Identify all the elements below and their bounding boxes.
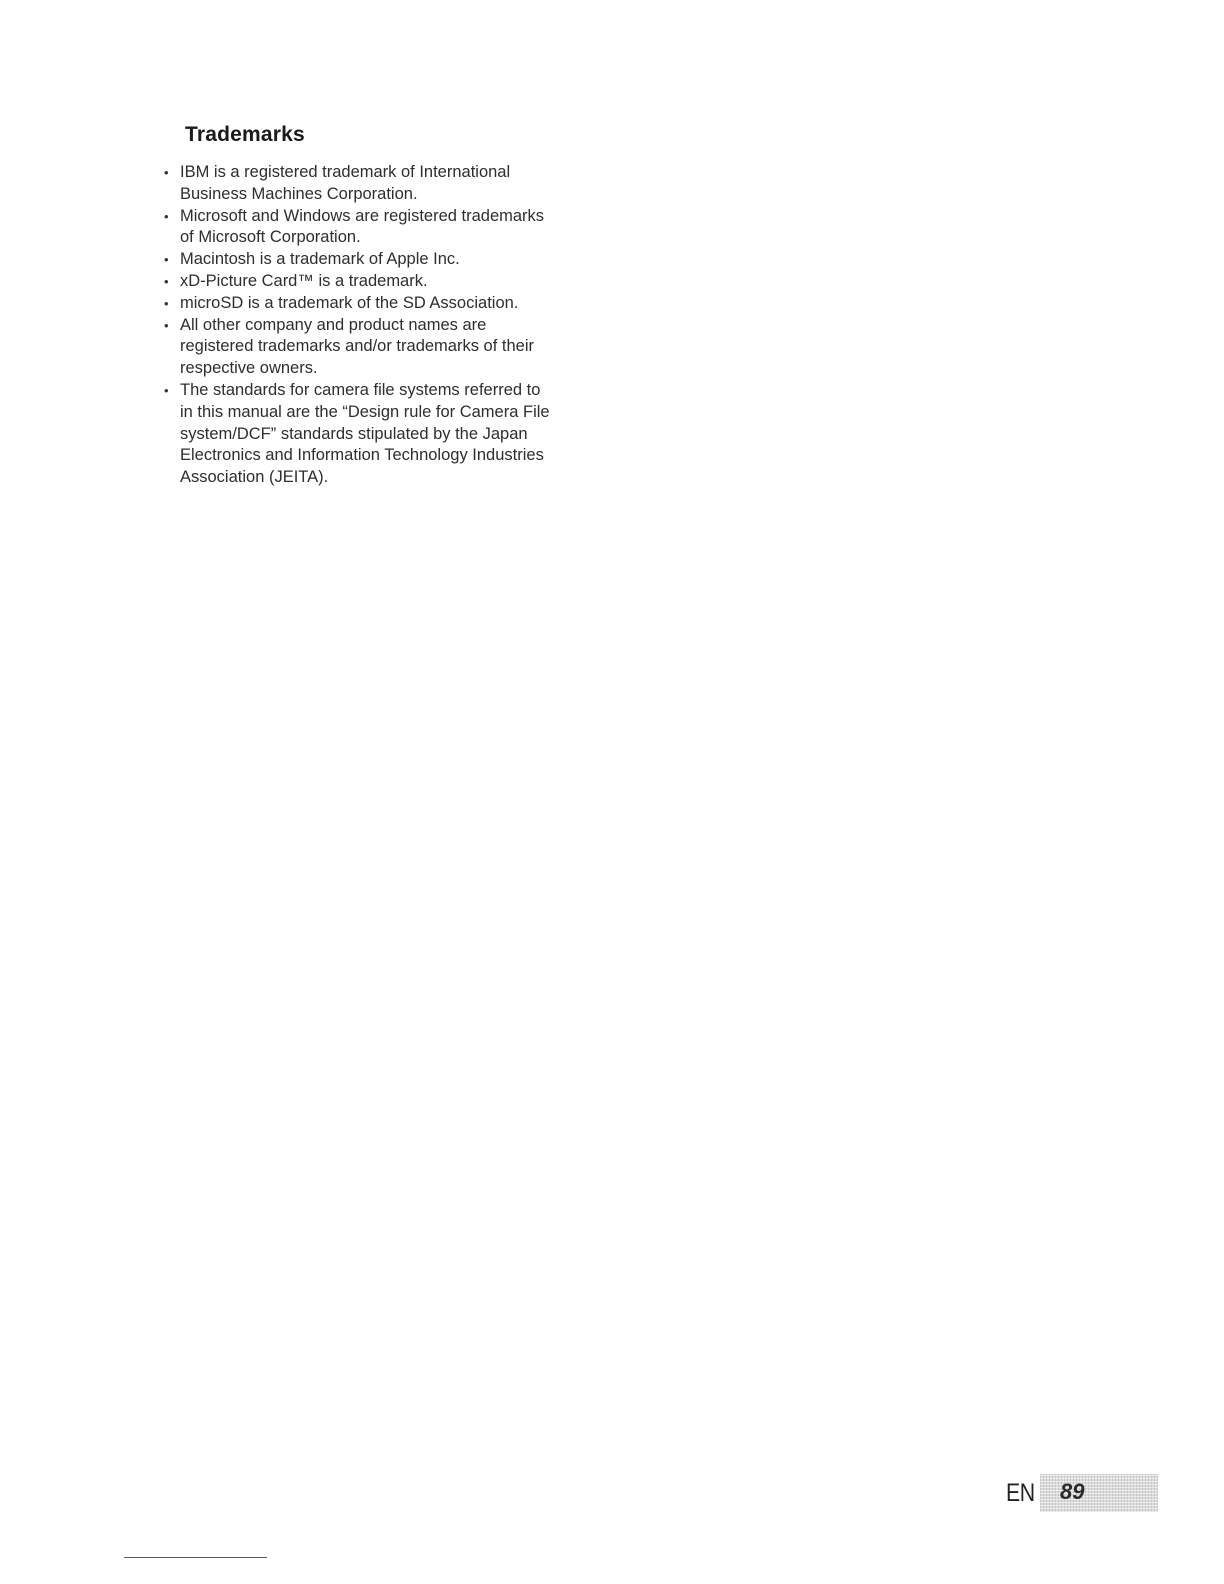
list-item-line: Business Machines Corporation. <box>180 184 418 203</box>
list-item <box>160 162 600 206</box>
bullet-icon: • <box>164 317 169 333</box>
list-item-line: All other company and product names are <box>180 315 487 334</box>
bullet-icon: • <box>164 273 169 289</box>
page-footer <box>1004 1474 1158 1512</box>
bullet-icon: • <box>164 252 169 268</box>
page-number: 89 <box>1060 1479 1085 1504</box>
list-item-line: Microsoft and Windows are registered trademarks <box>180 206 545 225</box>
list-item-line: in this manual are the “Design rule for Camera File <box>180 402 550 421</box>
bullet-icon: • <box>164 382 169 398</box>
list-item-line: IBM is a registered trademark of International <box>180 163 511 181</box>
list-item <box>160 206 600 250</box>
bullet-icon: • <box>164 165 169 180</box>
list-item <box>160 315 600 380</box>
trademarks-section <box>160 118 600 489</box>
list-item-line: of Microsoft Corporation. <box>180 228 361 247</box>
language-code: EN <box>1006 1479 1035 1507</box>
list-item-line: microSD is a trademark of the SD Association. <box>180 293 519 312</box>
trademark-list <box>160 162 600 489</box>
list-item <box>160 271 600 293</box>
bullet-icon: • <box>164 208 169 224</box>
list-item <box>160 380 600 489</box>
list-item-line: registered trademarks and/or trademarks of their <box>180 337 534 356</box>
section-title: Trademarks <box>185 123 305 146</box>
list-item <box>160 293 600 315</box>
list-item-line: respective owners. <box>180 359 318 378</box>
list-item-line: system/DCF” standards stipulated by the Japan <box>180 424 528 443</box>
list-item <box>160 249 600 271</box>
list-item-line: Association (JEITA). <box>180 468 329 487</box>
list-item-line: The standards for camera file systems referred to <box>180 380 541 399</box>
bullet-icon: • <box>164 295 169 311</box>
list-item-line: Electronics and Information Technology Industries <box>180 446 544 465</box>
list-item-line: xD-Picture Card™ is a trademark. <box>180 271 428 290</box>
list-item-line: Macintosh is a trademark of Apple Inc. <box>180 250 460 269</box>
page-number-box <box>1040 1474 1158 1512</box>
footnote-divider <box>124 1557 267 1558</box>
